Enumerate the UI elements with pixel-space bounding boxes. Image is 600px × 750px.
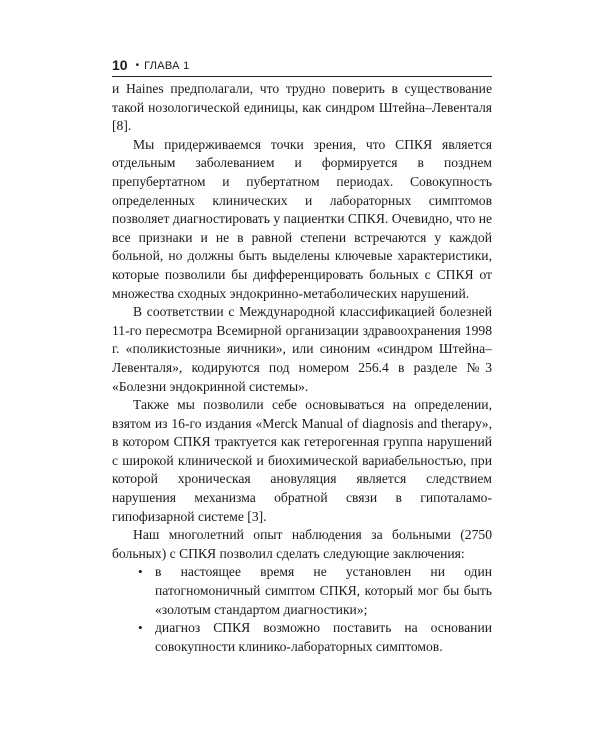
body-text (112, 80, 492, 656)
list-item-text: в настоящее время не установлен ни один патогномоничный симптом СПКЯ, который мог бы быть «золотым стандартом диагностики»; (155, 564, 492, 617)
paragraph-classification: В соответствии с Международной классификацией болезней 11-го пересмотра Всемирной организации здравоохранения 1998 г. «поликистозные яичники», или синоним «синдром Штейна–Левенталя», кодируются под номером 256.4 в разделе №3 «Болезни эндокринной системы». (112, 304, 492, 394)
list-item (112, 619, 492, 656)
list-item (112, 563, 492, 619)
paragraph-definition: Мы придерживаемся точки зрения, что СПКЯ является отдельным заболеванием и формируется в позднем препубертатном и пубертатном периодах. Совокупность определенных клинических и лабораторных симптомов позволяет диагностировать у пациентки СПКЯ. Очевидно, что не все признаки и не в равной степени встречаются у каждой больной, но должны быть выделены ключевые характеристики, которые позволили бы дифференцировать больных с СПКЯ от множества сходных эндокринно-метаболических нарушений. (112, 136, 492, 301)
paragraph-continuation: и Haines предполагали, что трудно поверить в существование такой нозологической единицы, как синдром Штейна–Левенталя [8]. (112, 81, 492, 134)
bullet-icon: • (138, 564, 143, 580)
running-header (112, 52, 492, 77)
list-item-text: диагноз СПКЯ возможно поставить на основании совокупности клинико-лабораторных симптомов. (155, 620, 492, 654)
conclusions-list (112, 563, 492, 656)
paragraph-experience: Наш многолетний опыт наблюдения за больными (2750 больных) с СПКЯ позволил сделать следующие заключения: (112, 527, 492, 561)
bullet-separator-icon: • (135, 60, 140, 71)
paragraph-merck-manual: Также мы позволили себе основываться на определении, взятом из 16-го издания «Merck Manual of diagnosis and therapy», в котором СПКЯ трактуется как гетерогенная группа нарушений с широкой клинической и биохимической вариабельностью, при которой хроническая ановуляция является следствием нарушения механизма обратной связи в гипоталамо-гипофизарной системе [3]. (112, 397, 492, 524)
bullet-icon: • (138, 620, 143, 636)
page-number: 10 (112, 57, 128, 73)
chapter-title: ГЛАВА 1 (144, 60, 190, 72)
